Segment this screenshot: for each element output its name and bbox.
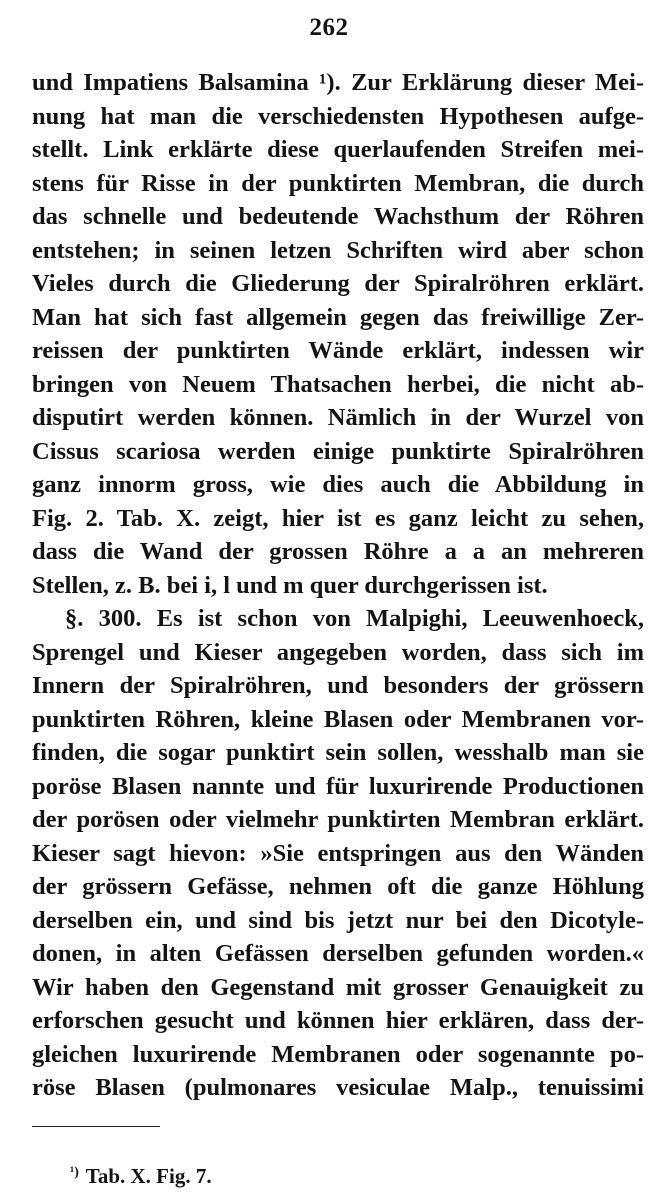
text-line: dass die Wand der grossen Röhre a a an mehreren [32, 538, 644, 565]
text-line: Stellen, z. B. bei i, l und m quer durchgerissen ist. [32, 571, 548, 599]
text-line: Vieles durch die Gliederung der Spiralröhren erklärt. [32, 270, 644, 297]
text-line: finden, die sogar punktirt sein sollen, wesshalb man sie [32, 739, 644, 766]
text-line: punktirten Röhren, kleine Blasen oder Membranen vor- [32, 705, 644, 733]
text-line: und Impatiens Balsamina ¹). Zur Erklärung dieser Mei- [32, 69, 644, 96]
text-line: Kieser sagt hievon: »Sie entspringen aus den Wänden [32, 839, 644, 867]
text-line: derselben ein, und sind bis jetzt nur bei den Dicotyle- [32, 906, 644, 934]
text-line: reissen der punktirten Wände erklärt, indessen wir [32, 337, 644, 364]
text-line: der porösen oder vielmehr punktirten Membran erklärt. [32, 806, 644, 833]
text-line: der grössern Gefässe, nehmen oft die ganze Höhlung [32, 873, 644, 900]
text-line: Wir haben den Gegenstand mit grosser Genauigkeit zu [32, 973, 644, 1001]
text-line: nung hat man die verschiedensten Hypothesen aufge- [32, 102, 644, 130]
text-line: gleichen luxurirende Membranen oder sogenannte po- [32, 1040, 644, 1068]
text-line: disputirt werden können. Nämlich in der Wurzel von [32, 404, 644, 431]
text-line: Cissus scariosa werden einige punktirte Spiralröhren [32, 437, 644, 465]
text-line: Fig. 2. Tab. X. zeigt, hier ist es ganz leicht zu sehen, [32, 504, 644, 532]
text-line: Man hat sich fast allgemein gegen das freiwillige Zer- [32, 303, 644, 331]
text-line: donen, in alten Gefässen derselben gefunden worden.« [32, 940, 644, 967]
text-line: Sprengel und Kieser angegeben worden, dass sich im [32, 638, 644, 666]
footnote-divider [32, 1126, 160, 1127]
page-number: 262 [309, 14, 349, 41]
text-line: ganz innorm gross, wie dies auch die Abbildung in [32, 471, 644, 498]
text-line: bringen von Neuem Thatsachen herbei, die nicht ab- [32, 370, 644, 398]
footnote-text: Tab. X. Fig. 7. [85, 1164, 212, 1188]
text-line: Innern der Spiralröhren, und besonders der grössern [32, 672, 644, 699]
text-line: erforschen gesucht und können hier erklären, dass der- [32, 1007, 644, 1034]
text-line: poröse Blasen nannte und für luxurirende Productionen [32, 772, 644, 800]
text-line: entstehen; in seinen letzen Schriften wird aber schon [32, 236, 644, 264]
text-line: stens für Risse in der punktirten Membran, die durch [32, 169, 644, 197]
footnote-marker: ¹) [70, 1165, 79, 1180]
text-line: röse Blasen (pulmonares vesiculae Malp., tenuissimi [32, 1074, 644, 1101]
text-line: das schnelle und bedeutende Wachsthum der Röhren [32, 203, 644, 230]
footnote [70, 1164, 212, 1189]
body-text [32, 66, 644, 1105]
section-heading-line: §. 300. Es ist schon von Malpighi, Leeuwenhoeck, [65, 605, 644, 632]
text-line: stellt. Link erklärte diese querlaufenden Streifen mei- [32, 136, 644, 163]
